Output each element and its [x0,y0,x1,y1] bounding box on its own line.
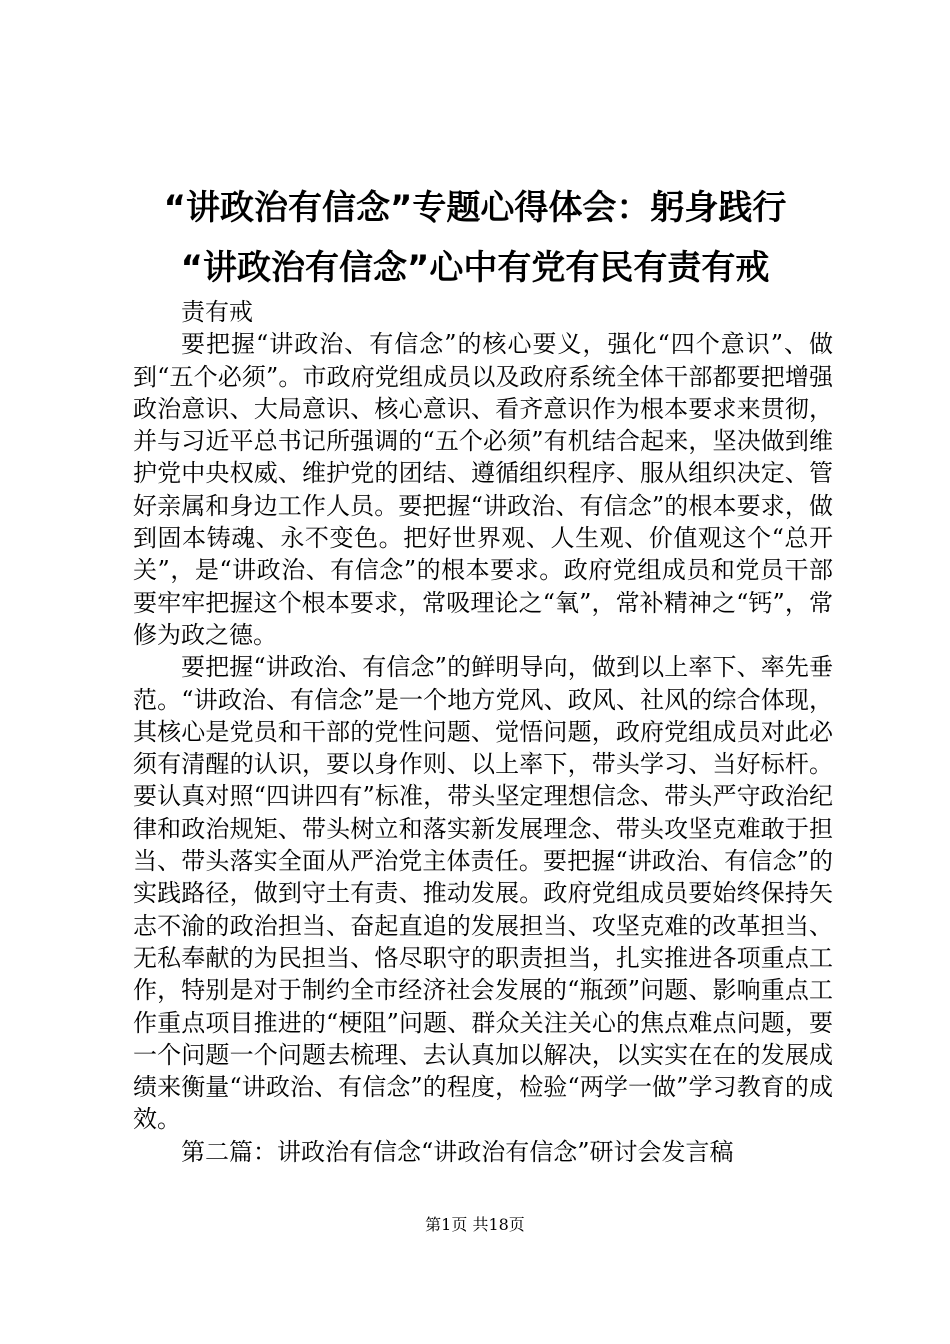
page-number-footer: 第1页 共18页 [425,1215,525,1234]
document-body [133,296,833,1168]
paragraph: 要把握“讲政治、有信念”的核心要义，强化“四个意识”、做到“五个必须”。市政府党组成员以及政府系统全体干部都要把增强政治意识、大局意识、核心意识、看齐意识作为根本要求来贯彻，并与习近平总书记所强调的“五个必须”有机结合起来，坚决做到维护党中央权威、维护党的团结、遵循组织程序、服从组织决定、管好亲属和身边工作人员。要把握“讲政治、有信念”的根本要求，做到固本铸魂、永不变色。把好世界观、人生观、价值观这个“总开关”，是“讲政治、有信念”的根本要求。政府党组成员和党员干部要牢牢把握这个根本要求，常吸理论之“氧”，常补精神之“钙”，常修为政之德。 [133,330,833,649]
document-title-line-2: “讲政治有信念”心中有党有民有责有戒 [180,248,770,288]
paragraph: 要把握“讲政治、有信念”的鲜明导向，做到以上率下、率先垂范。“讲政治、有信念”是一个地方党风、政风、社风的综合体现，其核心是党员和干部的党性问题、觉悟问题，政府党组成员对此必须有清醒的认识，要以身作则、以上率下，带头学习、当好标杆。要认真对照“四讲四有”标准，带头坚定理想信念、带头严守政治纪律和政治规矩、带头树立和落实新发展理念、带头攻坚克难敢于担当、带头落实全面从严治党主体责任。要把握“讲政治、有信念”的实践路径，做到守土有责、推动发展。政府党组成员要始终保持矢志不渝的政治担当、奋起直追的发展担当、攻坚克难的改革担当、无私奉献的为民担当、恪尽职守的职责担当，扎实推进各项重点工作，特别是对于制约全市经济社会发展的“瓶颈”问题、影响重点工作重点项目推进的“梗阻”问题、群众关注关心的焦点难点问题，要一个问题一个问题去梳理、去认真加以解决，以实实在在的发展成绩来衡量“讲政治、有信念”的程度，检验“两学一做”学习教育的成效。 [133,653,833,1134]
paragraph: 第二篇：讲政治有信念“讲政治有信念”研讨会发言稿 [181,1137,734,1166]
paragraph: 责有戒 [181,298,253,326]
document-title-line-1: “讲政治有信念”专题心得体会：躬身践行 [163,188,787,228]
